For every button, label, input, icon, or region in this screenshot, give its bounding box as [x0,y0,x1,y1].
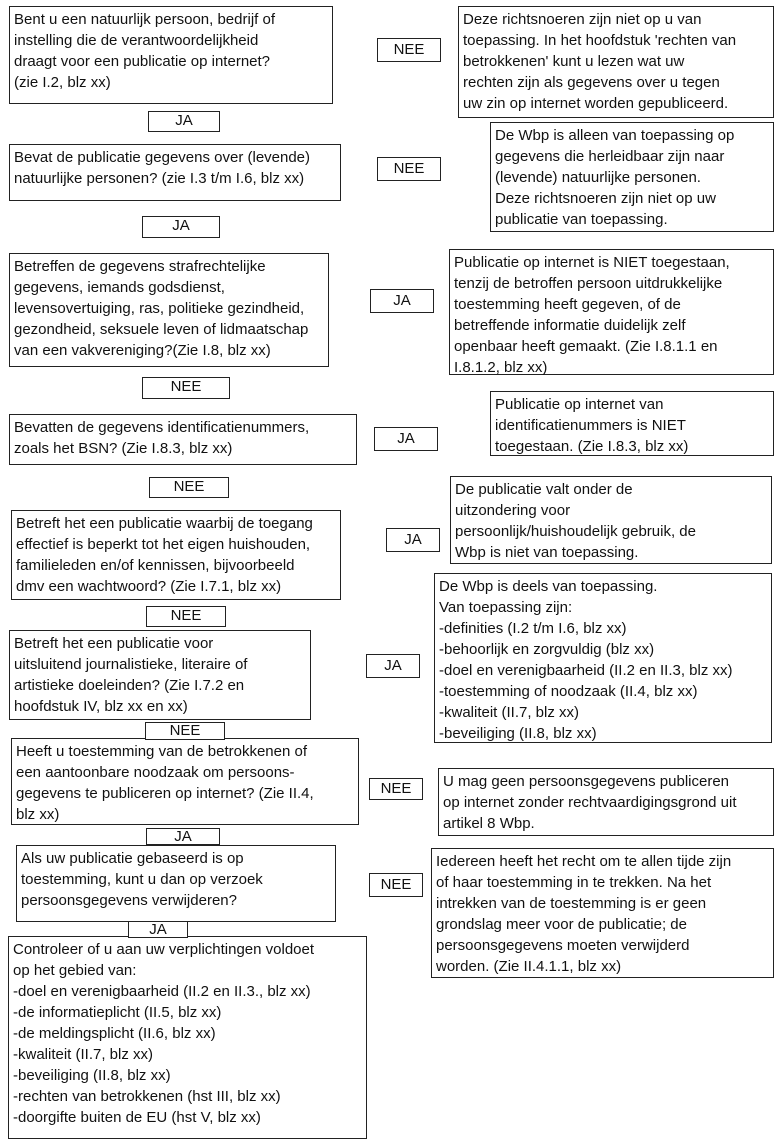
flow-label-no: NEE [145,722,225,740]
question-box: Betreffen de gegevens strafrechtelijke gegevens, iemands godsdienst, levensovertuiging, ras, politieke gezindheid, gezondheid, seksuele leven of lidmaatschap van een vakvereniging?(Zie I.8, blz xx) [9,253,329,367]
outcome-box: Publicatie op internet is NIET toegestaan, tenzij de betroffen persoon uitdrukkelijke toestemming heeft gegeven, of de betreffende informatie duidelijk zelf openbaar heeft gemaakt. (Zie I.8.1.1 en I.8.1.2, blz xx) [449,249,774,375]
branch-label-no: NEE [377,157,441,181]
flow-label-yes: JA [146,828,220,845]
branch-label-yes: JA [370,289,434,313]
question-box: Controleer of u aan uw verplichtingen voldoet op het gebied van: -doel en verenigbaarheid (II.2 en II.3., blz xx) -de informatieplicht (II.5, blz xx) -de meldingsplicht (II.6, blz xx) -kwaliteit (II.7, blz xx) -beveiliging (II.8, blz xx) -rechten van betrokkenen (hst III, blz xx) -doorgifte buiten de EU (hst V, blz xx) [8,936,367,1139]
outcome-box: U mag geen persoonsgegevens publiceren op internet zonder rechtvaardigingsgrond uit artikel 8 Wbp. [438,768,774,836]
flow-label-yes: JA [128,921,188,938]
branch-label-yes: JA [374,427,438,451]
flow-label-no: NEE [142,377,230,399]
flow-label-no: NEE [149,477,229,498]
outcome-box: De publicatie valt onder de uitzondering voor persoonlijk/huishoudelijk gebruik, de Wbp is niet van toepassing. [450,476,772,564]
flow-label-yes: JA [142,216,220,238]
question-box: Als uw publicatie gebaseerd is op toestemming, kunt u dan op verzoek persoonsgegevens verwijderen? [16,845,336,922]
outcome-box: De Wbp is deels van toepassing. Van toepassing zijn: -definities (I.2 t/m I.6, blz xx) -behoorlijk en zorgvuldig (blz xx) -doel en verenigbaarheid (II.2 en II.3, blz xx) -toestemming of noodzaak (II.4, blz xx) -kwaliteit (II.7, blz xx) -beveiliging (II.8, blz xx) [434,573,772,743]
branch-label-yes: JA [386,528,440,552]
question-box: Betreft het een publicatie voor uitsluitend journalistieke, literaire of artistieke doeleinden? (Zie I.7.2 en hoofdstuk IV, blz xx en xx) [9,630,311,720]
outcome-box: De Wbp is alleen van toepassing op gegevens die herleidbaar zijn naar (levende) natuurlijke personen. Deze richtsnoeren zijn niet op uw publicatie van toepassing. [490,122,774,232]
branch-label-no: NEE [377,38,441,62]
branch-label-yes: JA [366,654,420,678]
outcome-box: Publicatie op internet van identificatienummers is NIET toegestaan. (Zie I.8.3, blz xx) [490,391,774,456]
branch-label-no: NEE [369,873,423,897]
outcome-box: Deze richtsnoeren zijn niet op u van toepassing. In het hoofdstuk 'rechten van betrokkenen' kunt u lezen wat uw rechten zijn als gegevens over u tegen uw zin op internet worden gepubliceerd. [458,6,774,118]
flow-label-no: NEE [146,606,226,627]
branch-label-no: NEE [369,778,423,800]
question-box: Bevatten de gegevens identificatienummers, zoals het BSN? (Zie I.8.3, blz xx) [9,414,357,465]
question-box: Bent u een natuurlijk persoon, bedrijf of instelling die de verantwoordelijkheid draagt voor een publicatie op internet? (zie I.2, blz xx) [9,6,333,104]
question-box: Betreft het een publicatie waarbij de toegang effectief is beperkt tot het eigen huishouden, familieleden en/of kennissen, bijvoorbeeld dmv een wachtwoord? (Zie I.7.1, blz xx) [11,510,341,600]
outcome-box: Iedereen heeft het recht om te allen tijde zijn of haar toestemming in te trekken. Na het intrekken van de toestemming is er geen grondslag meer voor de publicatie; de persoonsgegevens moeten verwijderd worden. (Zie II.4.1.1, blz xx) [431,848,774,978]
question-box: Bevat de publicatie gegevens over (levende) natuurlijke personen? (zie I.3 t/m I.6, blz xx) [9,144,341,201]
flow-label-yes: JA [148,111,220,132]
question-box: Heeft u toestemming van de betrokkenen of een aantoonbare noodzaak om persoons- gegevens te publiceren op internet? (Zie II.4, blz xx) [11,738,359,825]
